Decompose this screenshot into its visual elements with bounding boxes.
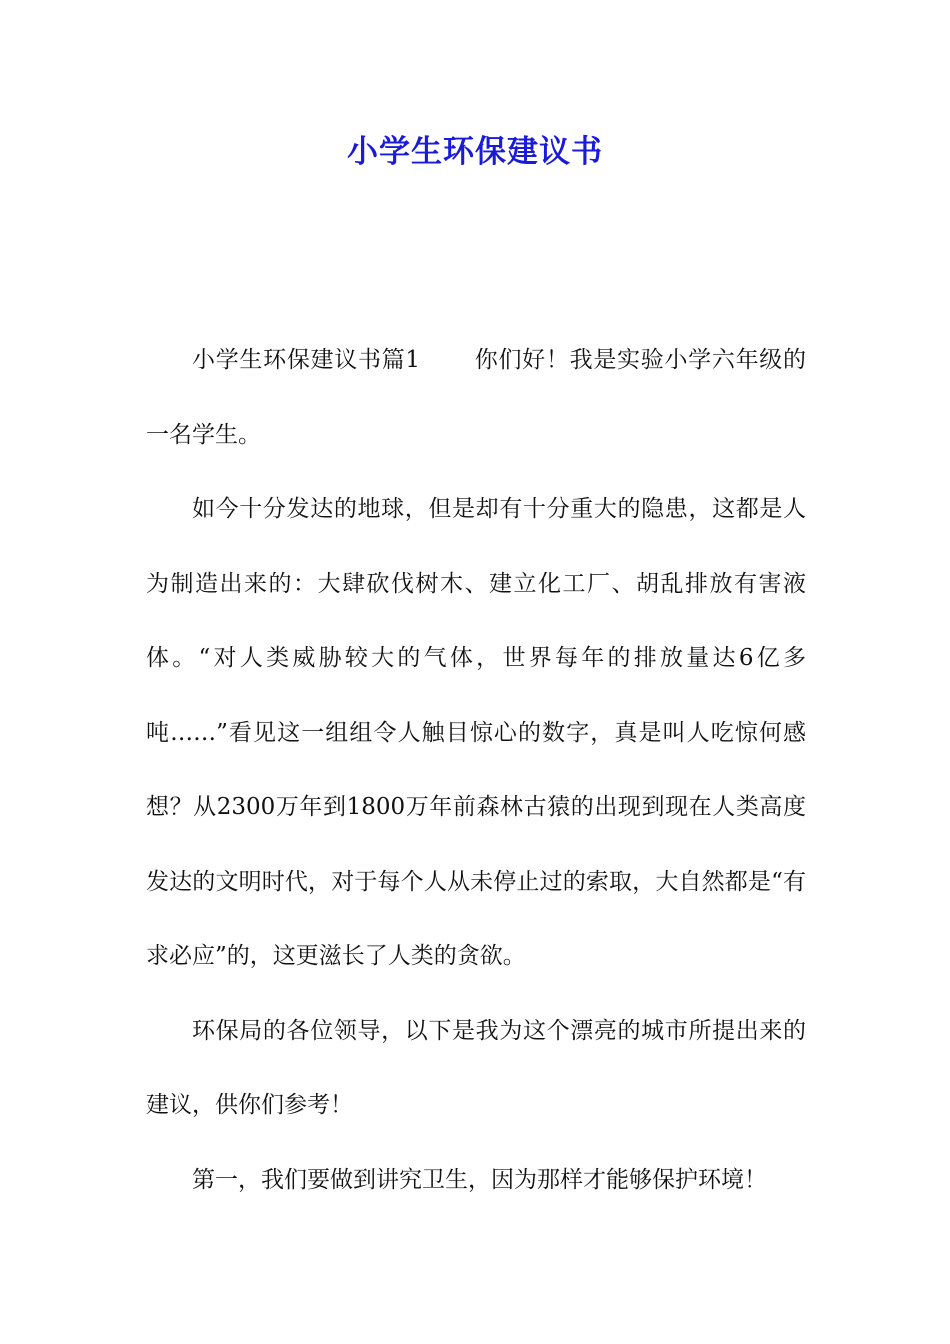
paragraph-3: 第一，我们要做到讲究卫生，因为那样才能够保护环境！ <box>192 1166 767 1193</box>
section-heading: 小学生环保建议书篇1 <box>192 347 421 373</box>
document-body <box>146 323 806 1217</box>
paragraph-intro <box>146 323 806 472</box>
paragraph-2: 环保局的各位领导，以下是我为这个漂亮的城市所提出来的建议，供你们参考！ <box>146 1017 806 1118</box>
paragraph-1: 如今十分发达的地球，但是却有十分重大的隐患，这都是人为制造出来的：大肆砍伐树木、建立化工厂、胡乱排放有害液体。“对人类威胁较大的气体，世界每年的排放量达6亿多吨……”看见这一组组令人触目惊心的数字，真是叫人吃惊何感想？从2300万年到1800万年前森林古猿的出现到现在人类高度发达的文明时代，对于每个人从未停止过的索取，大自然都是“有求必应”的，这更滋长了人类的贪欲。 <box>146 496 806 969</box>
document-title: 小学生环保建议书 <box>347 134 603 170</box>
greeting-text: 你们好！我是实验小学六年级的一名学生。 <box>146 347 807 448</box>
